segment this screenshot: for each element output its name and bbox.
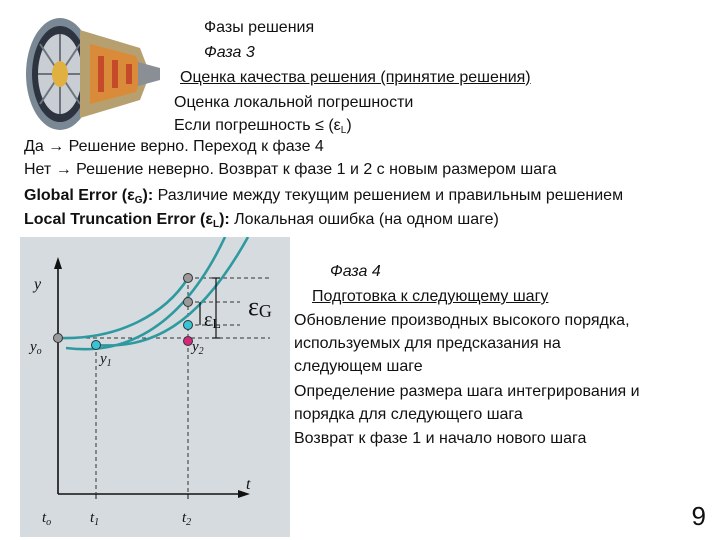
global-error-definition <box>24 186 623 206</box>
label-t1: $t_1$ <box>90 510 100 528</box>
label-y0: $y_o$ <box>30 339 42 357</box>
point-local <box>184 298 193 307</box>
label-t2: $t_2$ <box>182 510 192 528</box>
condition-prefix: Если погрешность ≤ (ε <box>174 117 341 134</box>
epsilon-l-label: εL <box>204 309 221 332</box>
phase4-line-4: Определение размера шага интегрирования и <box>294 383 640 400</box>
point-y0 <box>54 334 63 343</box>
phase4-title: Фаза 4 <box>330 263 381 280</box>
error-diagram <box>20 237 290 537</box>
phase3-line-local-error: Оценка локальной погрешности <box>174 94 414 111</box>
global-error-sub: G <box>134 195 143 206</box>
global-error-close: ): <box>142 187 154 204</box>
y-axis-label: y <box>34 276 42 293</box>
condition-sub: L <box>340 125 347 136</box>
condition-suffix: ) <box>346 117 352 134</box>
phase3-yes-line: Да → Решение верно. Переход к фазе 4 <box>24 138 324 155</box>
epsilon-g-label: εG <box>248 292 272 321</box>
local-error-definition <box>24 210 499 230</box>
point-exact <box>184 274 193 283</box>
local-error-sub: L <box>212 219 220 230</box>
global-error-def: Различие между текущим решением и правильным решением <box>153 187 624 204</box>
phase3-title: Фаза 3 <box>204 44 255 61</box>
t-axis-label: t <box>246 476 251 493</box>
phase4-line-5: порядка для следующего шага <box>294 406 523 423</box>
label-t0: $t_o$ <box>42 510 52 528</box>
global-error-term: Global Error (ε <box>24 187 135 204</box>
label-y2: $y_2$ <box>192 339 204 357</box>
local-error-close: ): <box>219 211 230 228</box>
phase4-line-3: следующем шаге <box>294 358 423 375</box>
phase3-no-line: Нет → Решение неверно. Возврат к фазе 1 и 2 с новым размером шага <box>24 161 557 178</box>
jet-engine-image <box>20 10 162 138</box>
slide-title: Фазы решения <box>204 19 315 36</box>
label-y1: $y_1$ <box>100 351 112 369</box>
phase4-subtitle: Подготовка к следующему шагу <box>312 288 549 305</box>
point-y2-cyan <box>184 321 193 330</box>
phase4-line-1: Обновление производных высокого порядка, <box>294 312 630 329</box>
local-error-term: Local Truncation Error (ε <box>24 211 213 228</box>
phase3-condition <box>174 116 352 136</box>
phase3-subtitle: Оценка качества решения (принятие решения) <box>180 69 531 86</box>
point-y1 <box>92 341 101 350</box>
phase4-line-6: Возврат к фазе 1 и начало нового шага <box>294 430 587 447</box>
phase4-line-2: используемых для предсказания на <box>294 335 561 352</box>
local-error-def: Локальная ошибка (на одном шаге) <box>229 211 499 228</box>
page-number: 9 <box>691 501 706 531</box>
